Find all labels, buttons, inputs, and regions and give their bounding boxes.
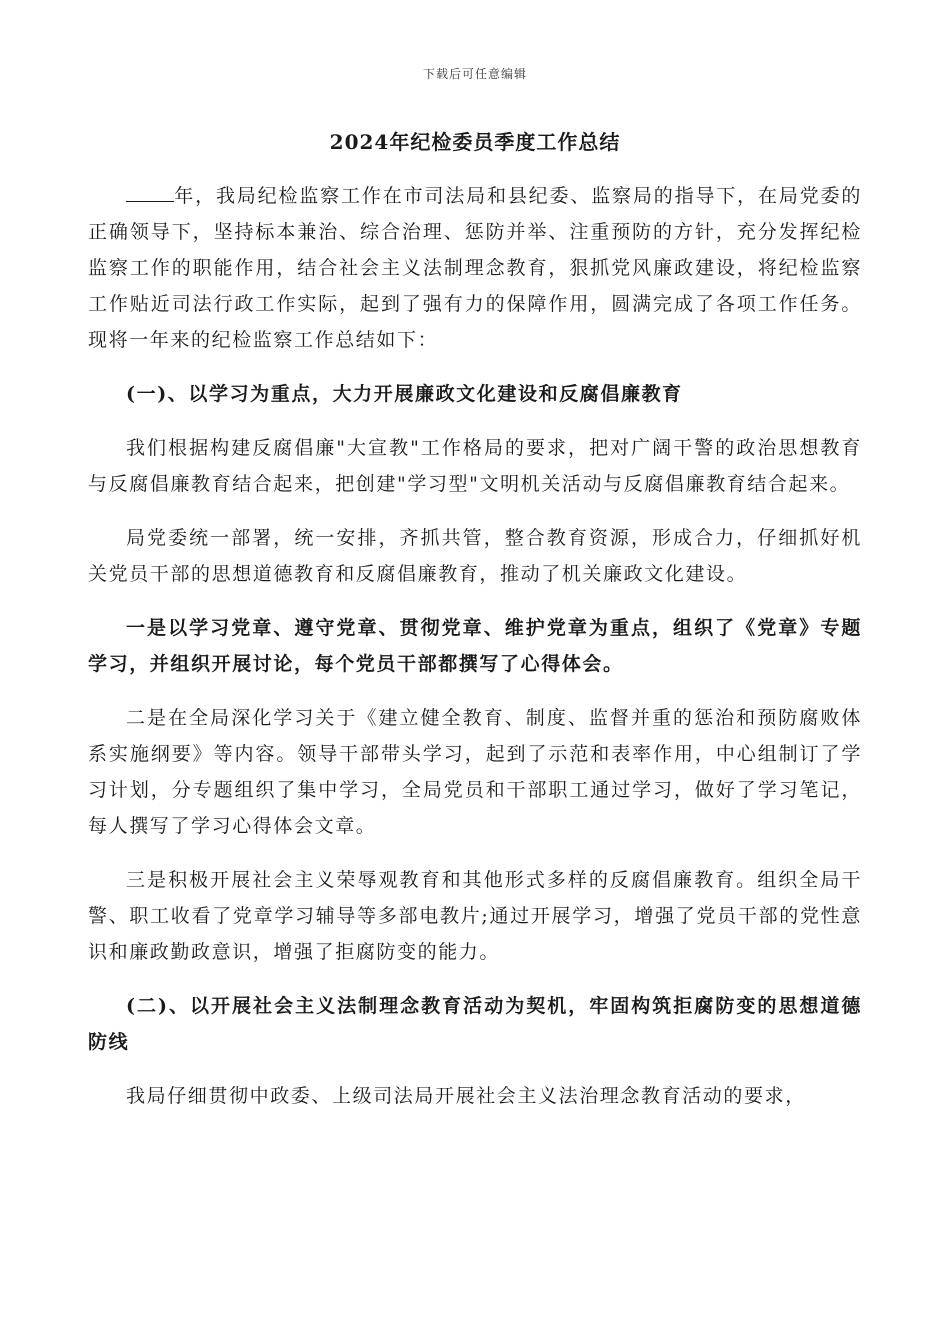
document-title: 2024年纪检委员季度工作总结 xyxy=(329,130,621,154)
intro-paragraph-text: 年，我局纪检监察工作在市司法局和县纪委、监察局的指导下，在局党委的正确领导下，坚持标本兼治、综合治理、惩防并举、注重预防的方针，充分发挥纪检监察工作的职能作用，结合社会主义法制理念教育，狠抓党风廉政建设，将纪检监察工作贴近司法行政工作实际，起到了强有力的保障作用，圆满完成了各项工作任务。现将一年来的纪检监察工作总结如下： xyxy=(88,185,862,351)
paragraph: 二是在全局深化学习关于《建立健全教育、制度、监督并重的惩治和预防腐败体系实施纲要》等内容。领导干部带头学习，起到了示范和表率作用，中心组制订了学习计划，分专题组织了集中学习，全局党员和干部职工通过学习，做好了学习笔记，每人撰写了学习心得体会文章。 xyxy=(88,707,862,837)
paragraph: 局党委统一部署，统一安排，齐抓共管，整合教育资源，形成合力，仔细抓好机关党员干部的思想道德教育和反腐倡廉教育，推动了机关廉政文化建设。 xyxy=(88,527,862,585)
section-heading-1: (一)、以学习为重点，大力开展廉政文化建设和反腐倡廉教育 xyxy=(126,383,683,405)
paragraph: 我们根据构建反腐倡廉"大宣教"工作格局的要求，把对广阔干警的政治思想教育与反腐倡廉教育结合起来，把创建"学习型"文明机关活动与反腐倡廉教育结合起来。 xyxy=(88,437,862,495)
year-blank xyxy=(126,181,174,202)
section-heading-2: (二)、以开展社会主义法制理念教育活动为契机，牢固构筑拒腐防变的思想道德防线 xyxy=(88,995,862,1053)
intro-paragraph xyxy=(88,178,862,358)
bold-paragraph: 一是以学习党章、遵守党章、贯彻党章、维护党章为重点，组织了《党章》专题学习，并组织开展讨论，每个党员干部都撰写了心得体会。 xyxy=(88,617,862,675)
document-body xyxy=(88,178,862,1132)
download-note: 下载后可任意编辑 xyxy=(422,67,527,81)
paragraph: 我局仔细贯彻中政委、上级司法局开展社会主义法治理念教育活动的要求， xyxy=(126,1085,806,1107)
paragraph: 三是积极开展社会主义荣辱观教育和其他形式多样的反腐倡廉教育。组织全局干警、职工收看了党章学习辅导等多部电教片;通过开展学习，增强了党员干部的党性意识和廉政勤政意识，增强了拒腐防变的能力。 xyxy=(88,869,862,963)
